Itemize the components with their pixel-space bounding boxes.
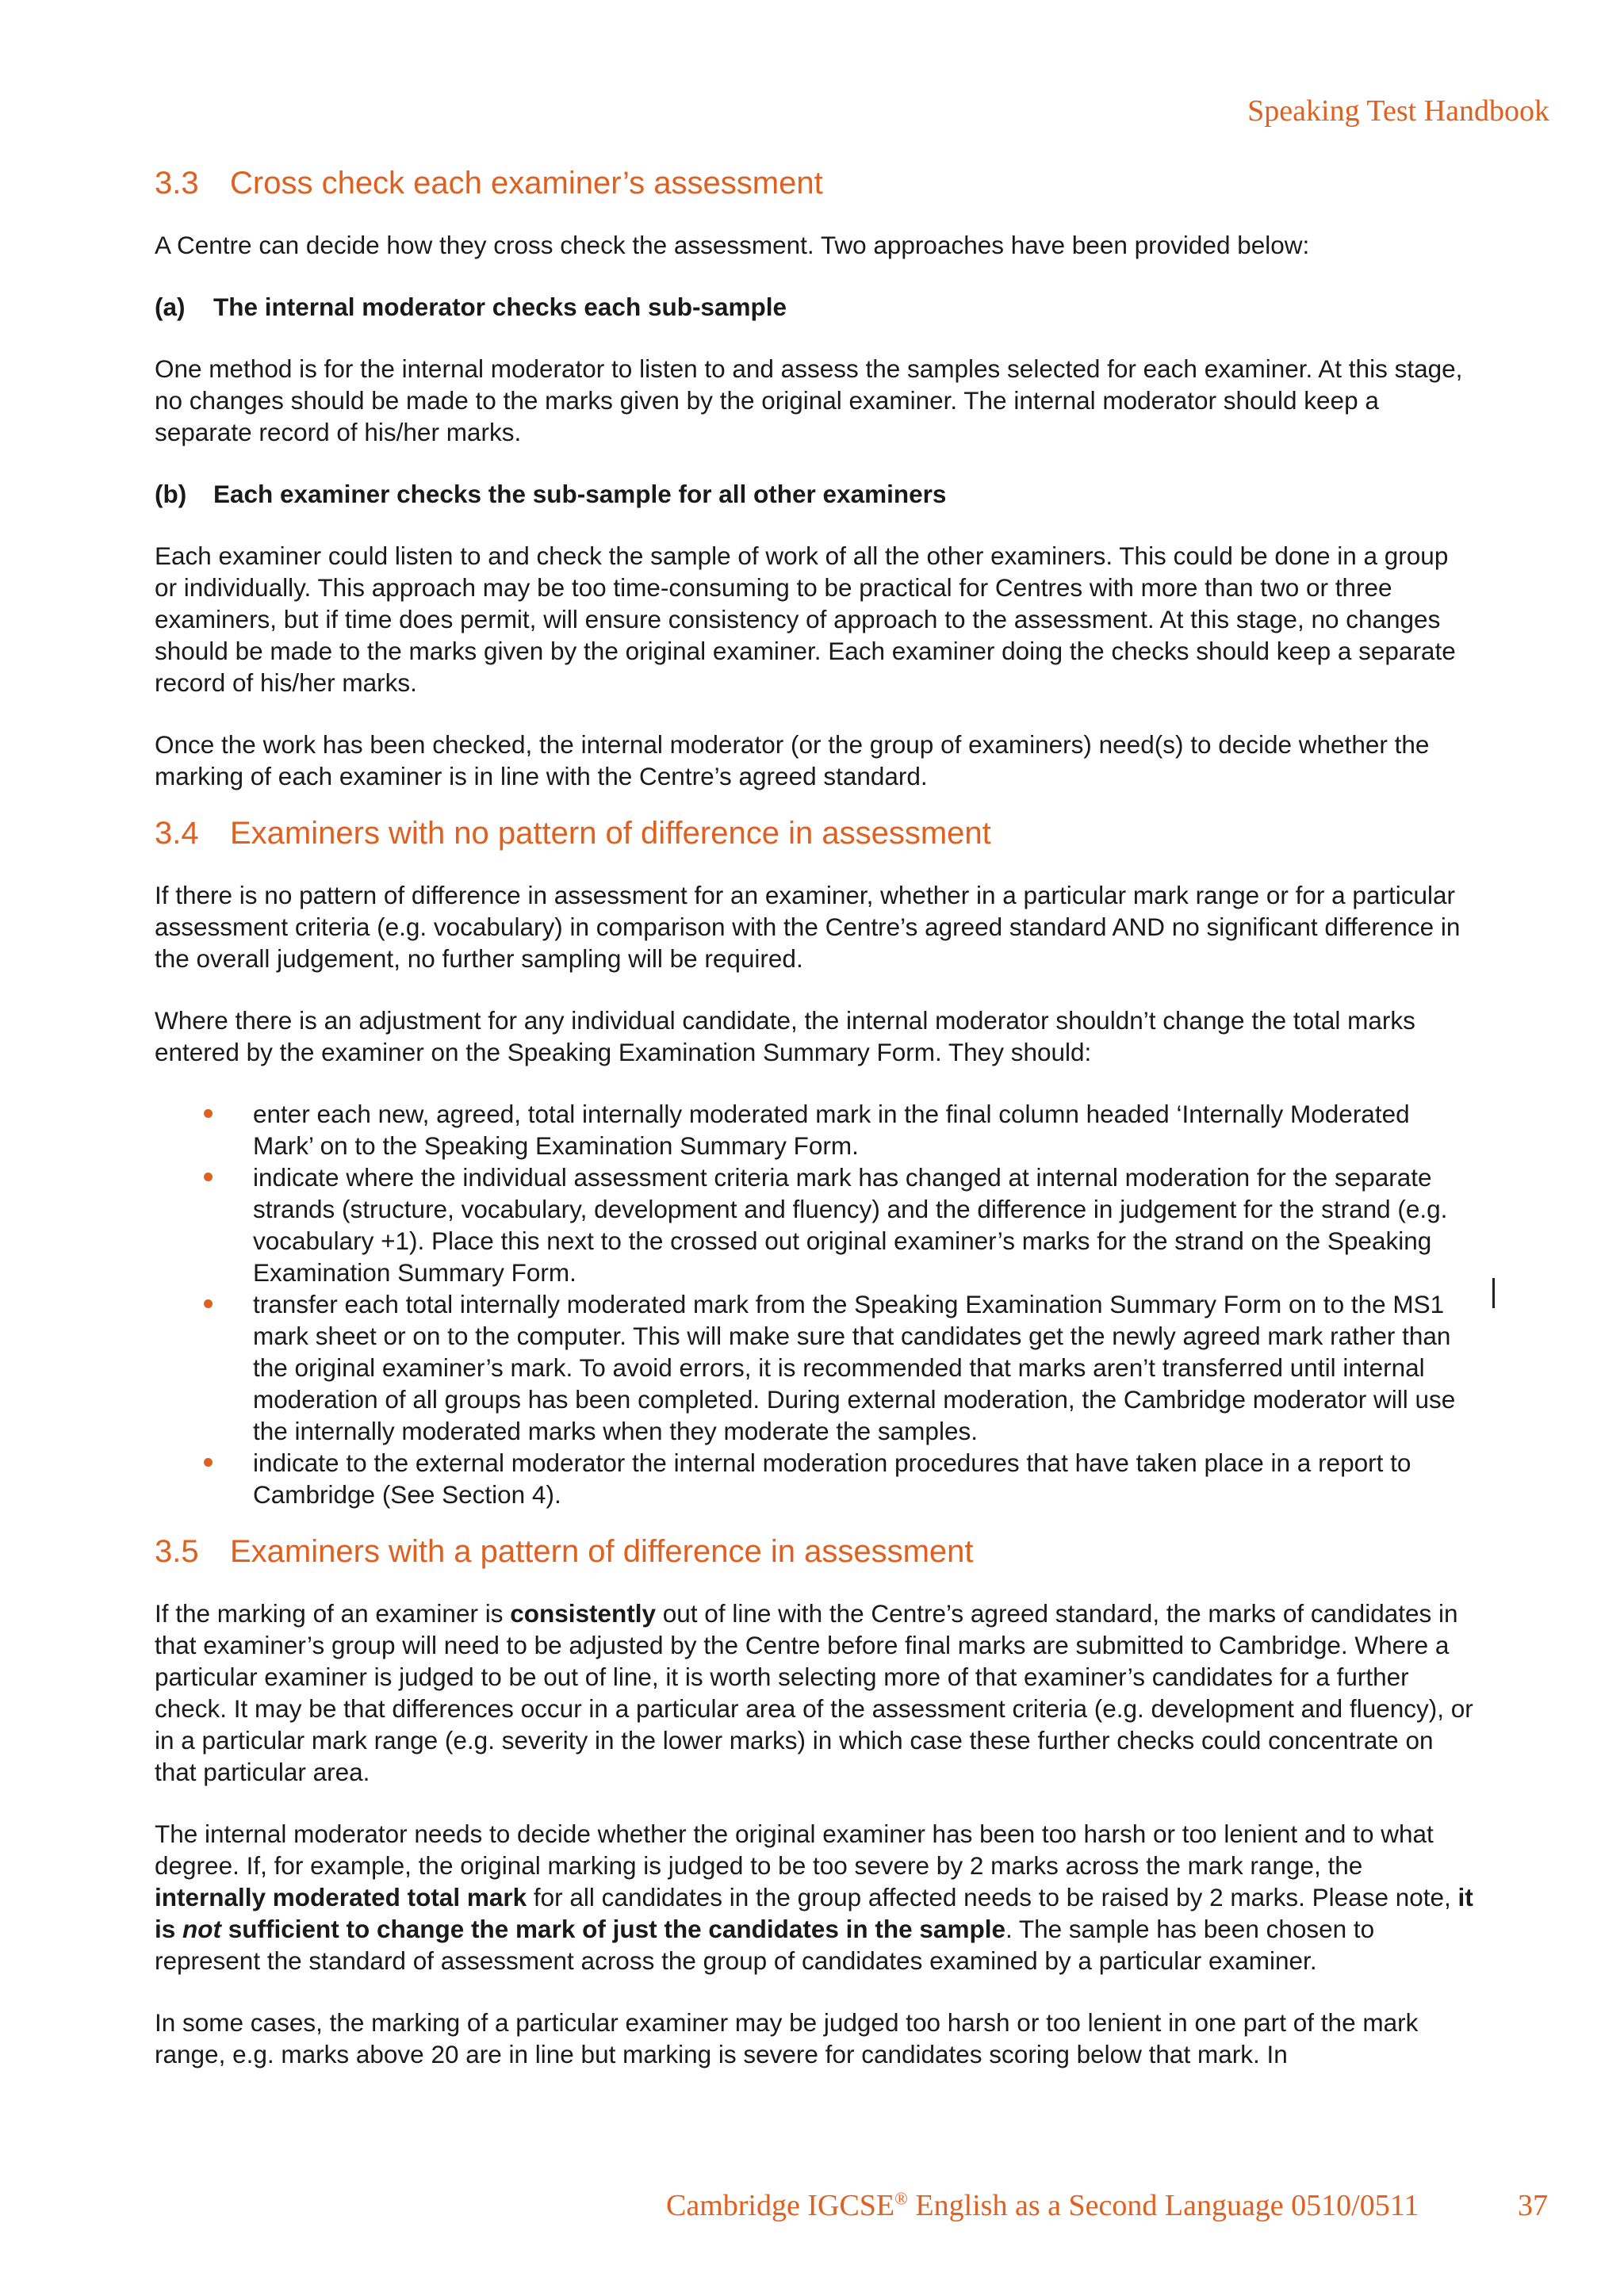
paragraph: In some cases, the marking of a particular examiner may be judged too harsh or too lenient in one part of the mark range, e.g. marks above 20 are in line but marking is severe for candidates scoring below that mark. In (155, 2008, 1419, 2068)
page-number: 37 (1518, 2189, 1548, 2222)
page-content (155, 159, 1475, 2070)
text-run: If the marking of an examiner is (155, 1599, 511, 1628)
footer-text: Cambridge IGCSE (666, 2189, 895, 2222)
paragraph: If there is no pattern of difference in assessment for an examiner, whether in a particular mark range or for a particular assessment criteria (e.g. vocabulary) in comparison with the Centre’s agreed standard AND no significant difference in the overall judgement, no further sampling will be required. (155, 881, 1461, 973)
emphasis-text: consistently (510, 1599, 657, 1628)
subheading-b (155, 478, 1475, 510)
section-heading-3-5 (155, 1532, 1475, 1571)
section-title: Examiners with a pattern of difference in assessment (230, 1534, 974, 1569)
section-title: Examiners with no pattern of difference in assessment (230, 816, 991, 851)
emphasis-text: it is (155, 1883, 1473, 1943)
change-bar (1492, 1278, 1495, 1308)
subheading-title: The internal moderator checks each sub-sample (213, 293, 787, 321)
registered-mark: ® (894, 2188, 908, 2209)
list-item: transfer each total internally moderated mark from the Speaking Examination Summary Form on to the MS1 mark sheet or on to the computer. This will make sure that candidates get the newly agreed mark rather than the original examiner’s mark. To avoid errors, it is recommended that marks aren’t transferred until internal moderation of all groups has been completed. During external moderation, the Cambridge moderator will use the internally moderated marks when they moderate the samples. (155, 1288, 1475, 1447)
text-run: The internal moderator needs to decide whether the original examiner has been too harsh or too lenient and to what degree. If, for example, the original marking is judged to be too severe by 2 marks across the mark range, the (155, 1820, 1434, 1880)
subheading-a (155, 291, 1475, 323)
emphasis-text: not (182, 1915, 222, 1943)
running-header: Speaking Test Handbook (1247, 94, 1549, 128)
paragraph: Each examiner could listen to and check the sample of work of all the other examiners. This could be done in a group or individually. This approach may be too time-consuming to be practical for Centres with more than two or three examiners, but if time does permit, will ensure consistency of approach to the assessment. At this stage, no changes should be made to the marks given by the original examiner. Each examiner doing the checks should keep a separate record of his/her marks. (155, 541, 1456, 697)
text-run: for all candidates in the group affected needs to be raised by 2 marks. Please note, (527, 1883, 1458, 1911)
paragraph: One method is for the internal moderator to listen to and assess the samples selected for each examiner. At this stage, no changes should be made to the marks given by the original examiner. The internal moderator should keep a separate record of his/her marks. (155, 354, 1463, 446)
text-run: . The sample has been chosen to represent the standard of assessment across the group of candidates examined by a particular examiner. (155, 1915, 1375, 1975)
paragraph (155, 1598, 1475, 1788)
running-footer (666, 2188, 1419, 2223)
section-title: Cross check each examiner’s assessment (230, 166, 823, 201)
paragraph: Once the work has been checked, the internal moderator (or the group of examiners) need(s) to decide whether the marking of each examiner is in line with the Centre’s agreed standard. (155, 730, 1430, 790)
list-item: enter each new, agreed, total internally moderated mark in the final column headed ‘Internally Moderated Mark’ on to the Speaking Examination Summary Form. (155, 1098, 1475, 1161)
section-number: 3.5 (155, 1534, 199, 1569)
footer-text: English as a Second Language 0510/0511 (907, 2189, 1419, 2222)
section-number: 3.3 (155, 166, 199, 201)
list-item: indicate where the individual assessment criteria mark has changed at internal moderation for the separate strands (structure, vocabulary, development and fluency) and the difference in judgement for the strand (e.g. vocabulary +1). Place this next to the crossed out original examiner’s marks for the strand on the Speaking Examination Summary Form. (155, 1161, 1475, 1288)
text-run: out of line with the Centre’s agreed standard, the marks of candidates in that examiner’s group will need to be adjusted by the Centre before final marks are submitted to Cambridge. Where a particular examiner is judged to be out of line, it is worth selecting more of that examiner’s candidates for a further check. It may be that differences occur in a particular area of the assessment criteria (e.g. development and fluency), or in a particular mark range (e.g. severity in the lower marks) in which case these further checks could concentrate on that particular area. (155, 1599, 1473, 1786)
subheading-label: (b) (155, 480, 187, 508)
list-item: indicate to the external moderator the internal moderation procedures that have taken place in a report to Cambridge (See Section 4). (155, 1447, 1475, 1510)
paragraph (155, 1818, 1475, 1976)
section-number: 3.4 (155, 816, 199, 851)
paragraph: A Centre can decide how they cross check the assessment. Two approaches have been provided below: (155, 231, 1310, 259)
emphasis-text: sufficient to change the mark of just the candidates in the sample (221, 1915, 1005, 1943)
subheading-label: (a) (155, 293, 186, 321)
section-heading-3-4 (155, 813, 1475, 853)
paragraph: Where there is an adjustment for any individual candidate, the internal moderator shouldn’t change the total marks entered by the examiner on the Speaking Examination Summary Form. They should: (155, 1006, 1415, 1066)
bullet-list (155, 1098, 1475, 1510)
subheading-title: Each examiner checks the sub-sample for all other examiners (213, 480, 947, 508)
section-heading-3-3 (155, 163, 1475, 203)
emphasis-text: internally moderated total mark (155, 1883, 527, 1911)
